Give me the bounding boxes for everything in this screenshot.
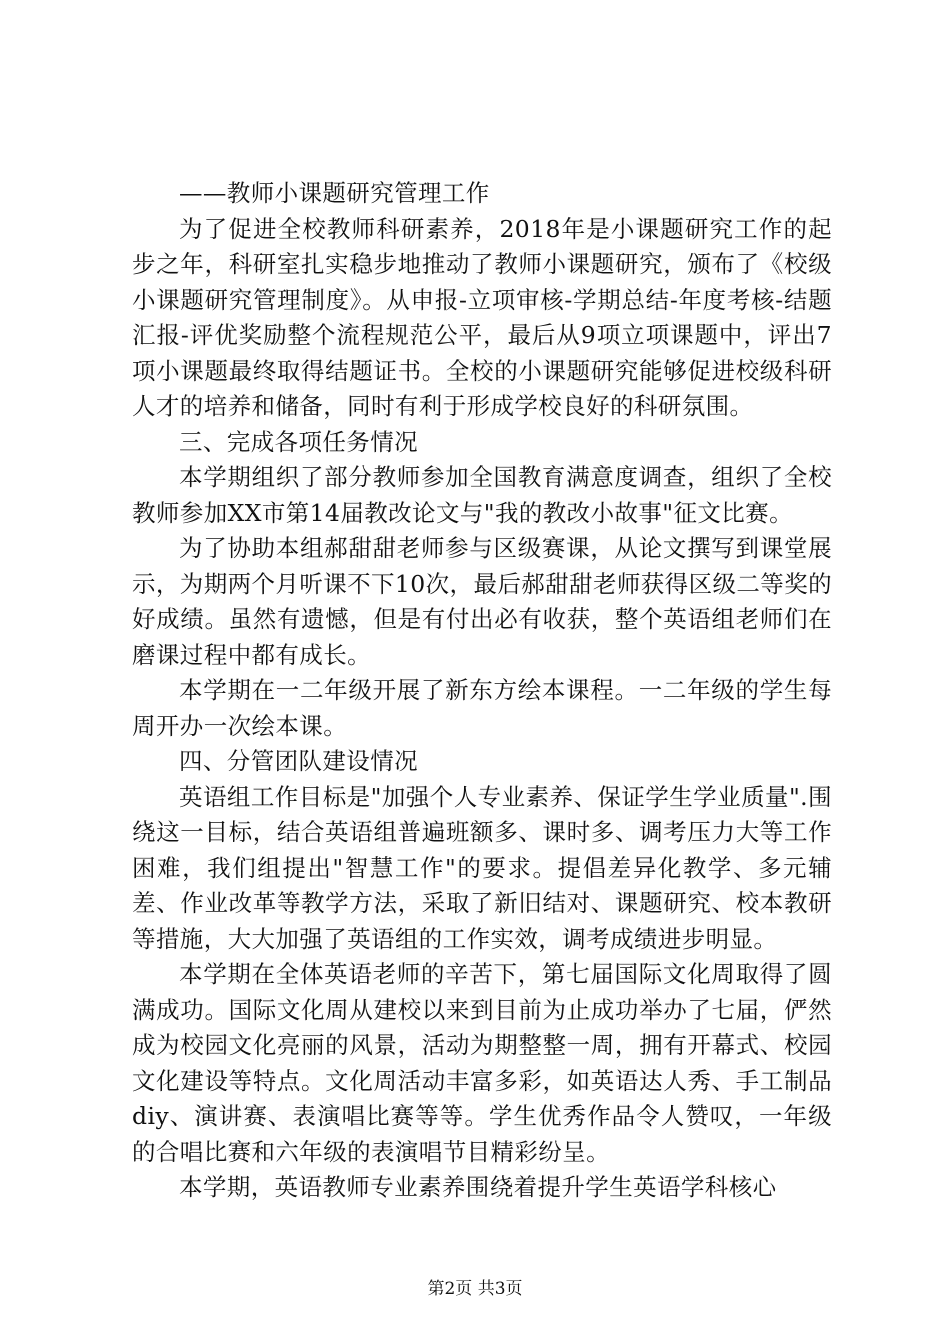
paragraph-team-goal: 英语组工作目标是"加强个人专业素养、保证学生学业质量".围绕这一目标，结合英语组普遍班额多、课时多、调考压力大等工作困难，我们组提出"智慧工作"的要求。提倡差异化教学、多元辅差、作业改革等教学方法，采取了新旧结对、课题研究、校本教研等措施，大大加强了英语组的工作实效，调考成绩进步明显。 (132, 782, 832, 953)
paragraph-survey: 本学期组织了部分教师参加全国教育满意度调查，组织了全校教师参加XX市第14届教改论文与"我的教改小故事"征文比赛。 (132, 463, 832, 527)
paragraph-research-management: 为了促进全校教师科研素养，2018年是小课题研究工作的起步之年，科研室扎实稳步地推动了教师小课题研究，颁布了《校级小课题研究管理制度》。从申报-立项审核-学期总结-年度考核-结题汇报-评优奖励整个流程规范公平，最后从9项立项课题中，评出7项小课题最终取得结题证书。全校的小课题研究能够促进校级科研人才的培养和储备，同时有利于形成学校良好的科研氛围。 (132, 214, 832, 420)
paragraph-picture-book: 本学期在一二年级开展了新东方绘本课程。一二年级的学生每周开办一次绘本课。 (132, 676, 832, 740)
section-heading-tasks: 三、完成各项任务情况 (179, 427, 418, 456)
paragraph-literacy: 本学期，英语教师专业素养围绕着提升学生英语学科核心 (179, 1173, 777, 1201)
section-subtitle: ——教师小课题研究管理工作 (179, 179, 490, 207)
paragraph-culture-week: 本学期在全体英语老师的辛苦下，第七届国际文化周取得了圆满成功。国际文化周从建校以来到目前为止成功举办了七届，俨然成为校园文化亮丽的风景，活动为期整整一周，拥有开幕式、校园文化建设等特点。文化周活动丰富多彩，如英语达人秀、手工制品diy、演讲赛、表演唱比赛等等。学生优秀作品令人赞叹，一年级的合唱比赛和六年级的表演唱节目精彩纷呈。 (132, 960, 832, 1166)
section-heading-team: 四、分管团队建设情况 (179, 747, 418, 775)
page-number-footer: 第2页 共3页 (427, 1279, 523, 1299)
document-body (132, 176, 832, 1206)
paragraph-competition: 为了协助本组郝甜甜老师参与区级赛课，从论文撰写到课堂展示，为期两个月听课不下10次，最后郝甜甜老师获得区级二等奖的好成绩。虽然有遗憾，但是有付出必有收获，整个英语组老师们在磨课过程中都有成长。 (132, 534, 832, 669)
